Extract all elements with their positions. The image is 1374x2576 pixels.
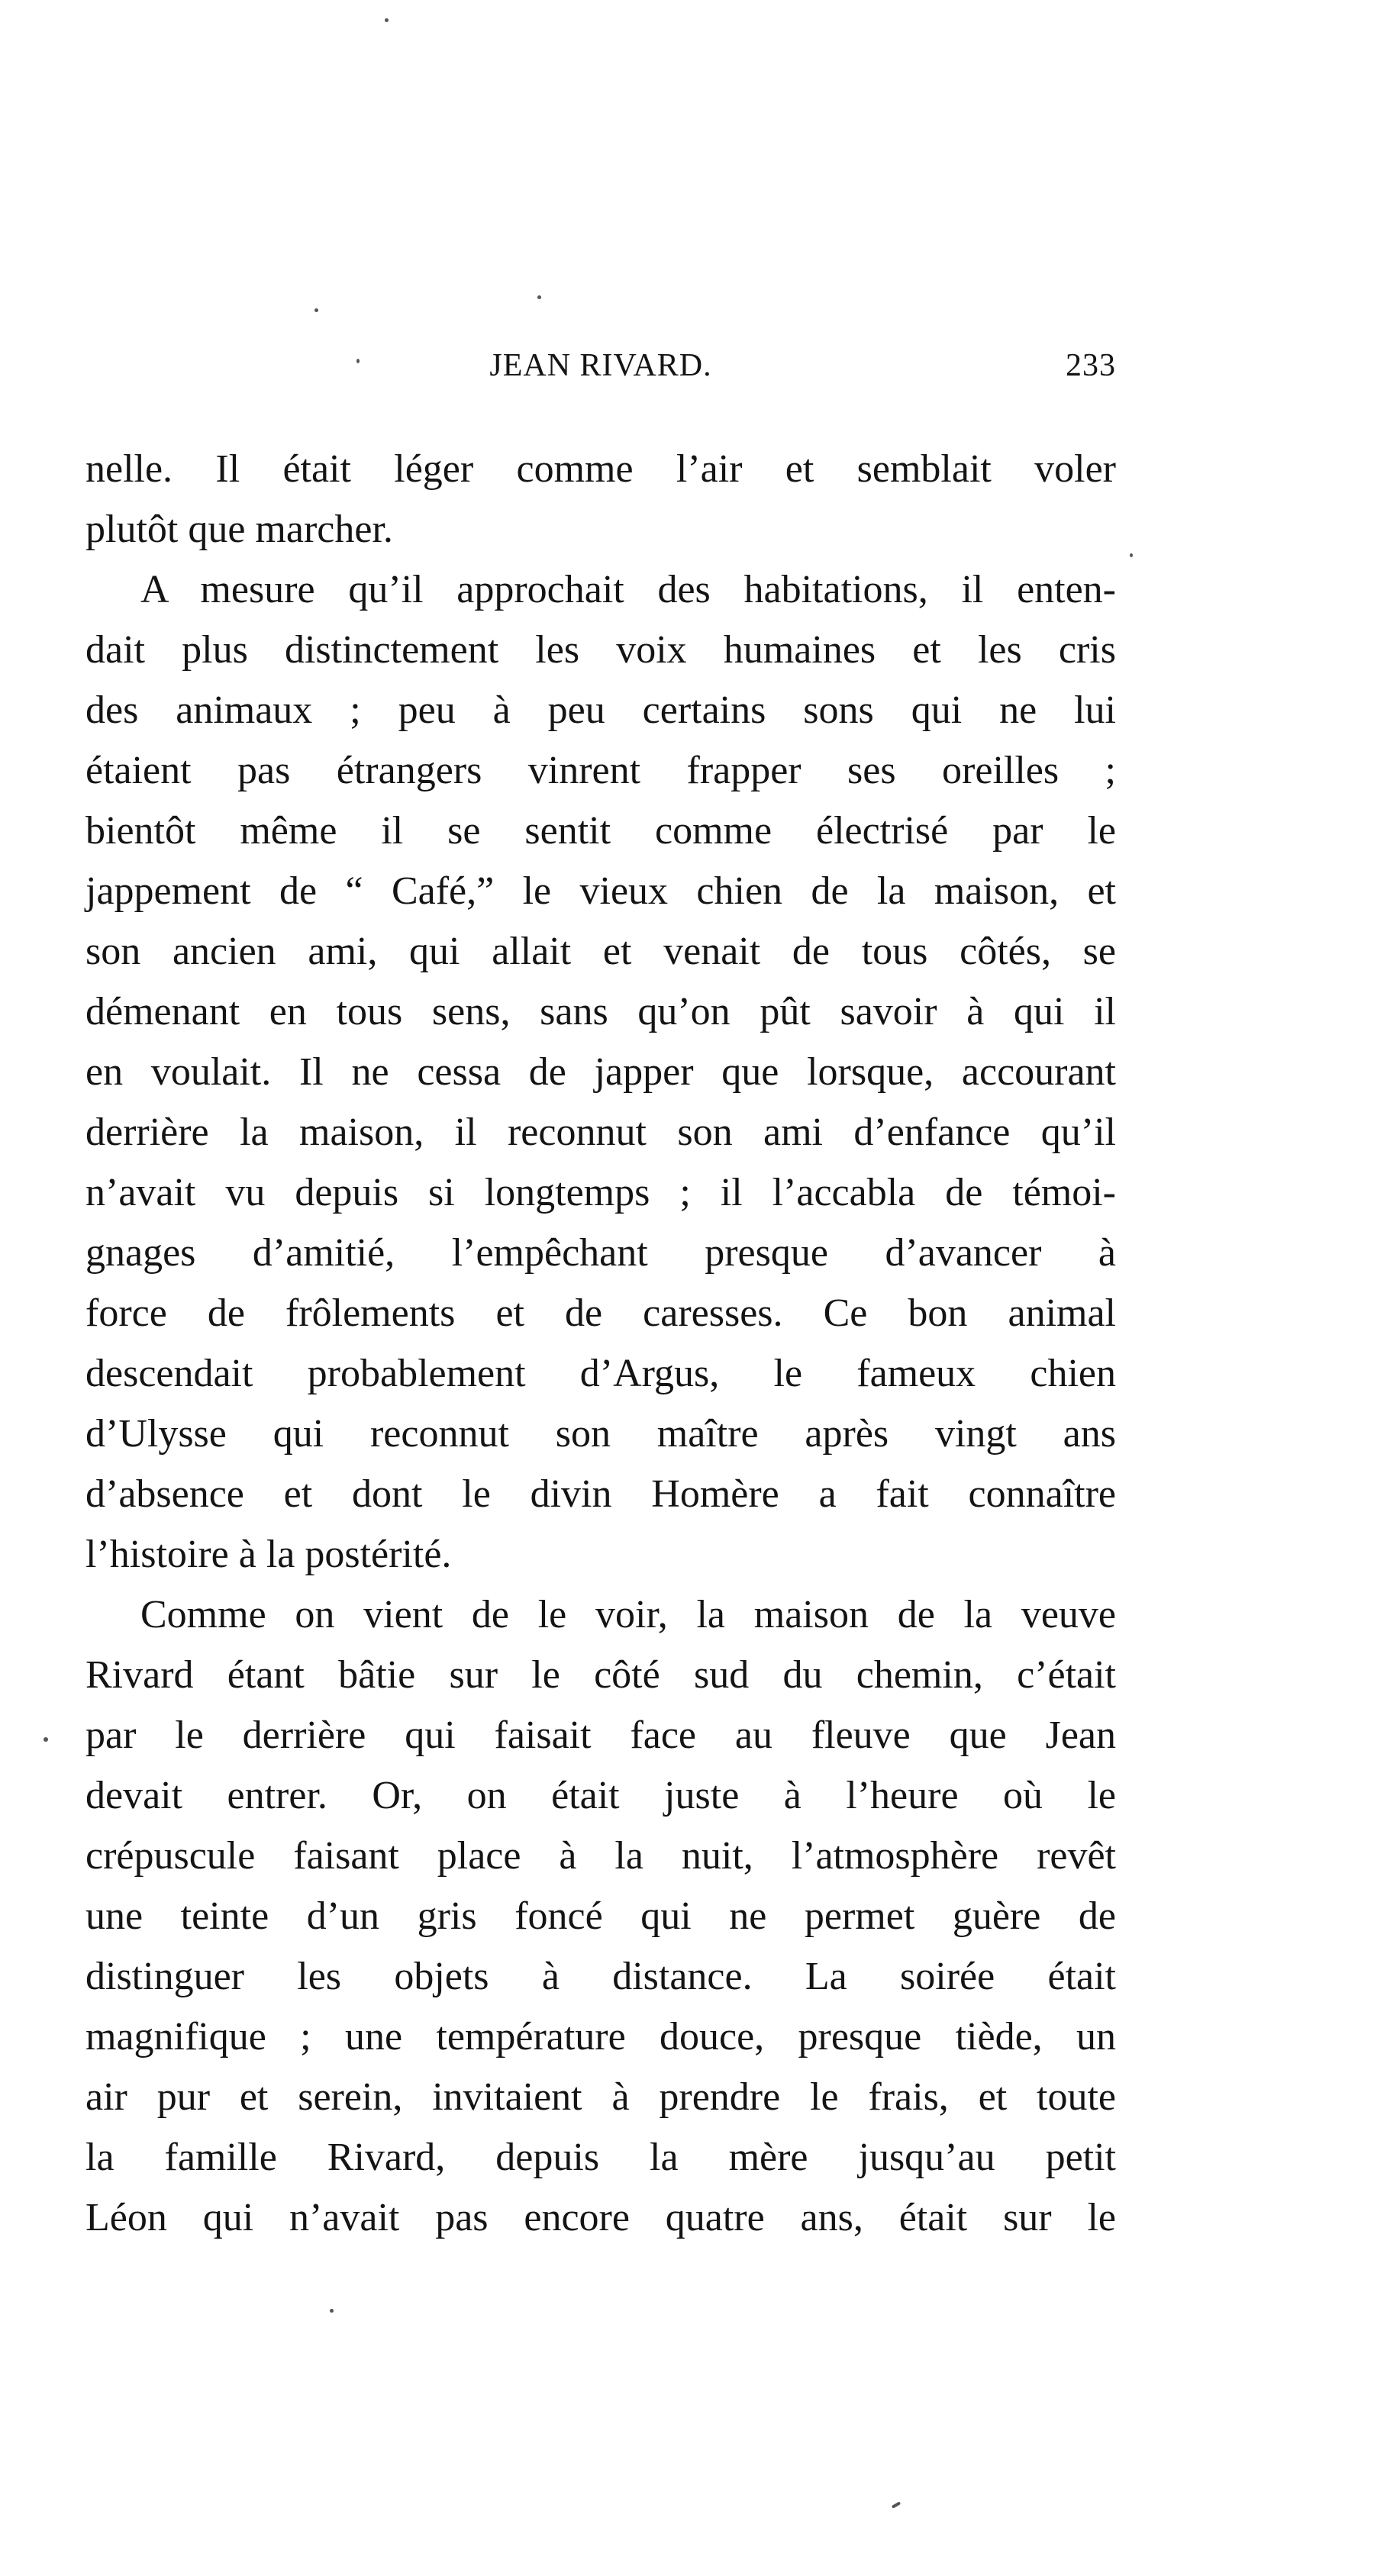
text-line: jappement de “ Café,” le vieux chien de la maison, et xyxy=(85,869,1116,913)
text-line: une teinte d’un gris foncé qui ne permet guère de xyxy=(85,1894,1116,1938)
scan-speck xyxy=(1130,553,1133,557)
page-number: 233 xyxy=(1066,348,1116,383)
text-line: Léon qui n’avait pas encore quatre ans, était sur le xyxy=(85,2196,1116,2239)
text-line: la famille Rivard, depuis la mère jusqu’au petit xyxy=(85,2136,1116,2179)
text-line: en voulait. Il ne cessa de japper que lorsque, accourant xyxy=(85,1050,1116,1094)
text-line: A mesure qu’il approchait des habitations, il enten- xyxy=(140,568,1116,611)
text-line: Comme on vient de le voir, la maison de la veuve xyxy=(140,1593,1116,1636)
text-line: dait plus distinctement les voix humaines et les cris xyxy=(85,628,1116,672)
text-line: n’avait vu depuis si longtemps ; il l’accabla de témoi- xyxy=(85,1171,1116,1214)
text-line: devait entrer. Or, on était juste à l’heure où le xyxy=(85,1774,1116,1817)
text-line: Rivard étant bâtie sur le côté sud du chemin, c’était xyxy=(85,1653,1116,1697)
text-line: descendait probablement d’Argus, le fameux chien xyxy=(85,1352,1116,1395)
scan-speck xyxy=(314,308,318,312)
scan-speck xyxy=(537,295,541,299)
scan-speck xyxy=(44,1737,48,1742)
text-line: d’Ulysse qui reconnut son maître après vingt ans xyxy=(85,1412,1116,1456)
text-line: air pur et serein, invitaient à prendre le frais, et toute xyxy=(85,2075,1116,2119)
scan-speck xyxy=(385,18,389,22)
text-line: crépuscule faisant place à la nuit, l’atmosphère revêt xyxy=(85,1834,1116,1878)
text-line: par le derrière qui faisait face au fleuve que Jean xyxy=(85,1714,1116,1757)
running-title: JEAN RIVARD. xyxy=(489,348,712,383)
scan-speck xyxy=(892,2501,901,2508)
scan-speck xyxy=(330,2309,334,2313)
text-line: plutôt que marcher. xyxy=(85,508,393,551)
text-line: l’histoire à la postérité. xyxy=(85,1533,452,1576)
text-line: son ancien ami, qui allait et venait de tous côtés, se xyxy=(85,930,1116,973)
scan-speck xyxy=(356,359,360,363)
text-line: étaient pas étrangers vinrent frapper ses oreilles ; xyxy=(85,749,1116,792)
text-line: d’absence et dont le divin Homère a fait connaître xyxy=(85,1472,1116,1516)
page-header xyxy=(85,347,1116,393)
text-line: force de frôlements et de caresses. Ce bon animal xyxy=(85,1291,1116,1335)
text-line: derrière la maison, il reconnut son ami d’enfance qu’il xyxy=(85,1111,1116,1154)
text-line: nelle. Il était léger comme l’air et semblait voler xyxy=(85,447,1116,491)
text-line: des animaux ; peu à peu certains sons qui ne lui xyxy=(85,688,1116,732)
text-line: démenant en tous sens, sans qu’on pût savoir à qui il xyxy=(85,990,1116,1033)
text-line: magnifique ; une température douce, presque tiède, un xyxy=(85,2015,1116,2059)
text-line: bientôt même il se sentit comme électrisé par le xyxy=(85,809,1116,853)
body-text xyxy=(85,439,1116,2248)
text-line: gnages d’amitié, l’empêchant presque d’avancer à xyxy=(85,1231,1116,1275)
text-line: distinguer les objets à distance. La soirée était xyxy=(85,1955,1116,1998)
